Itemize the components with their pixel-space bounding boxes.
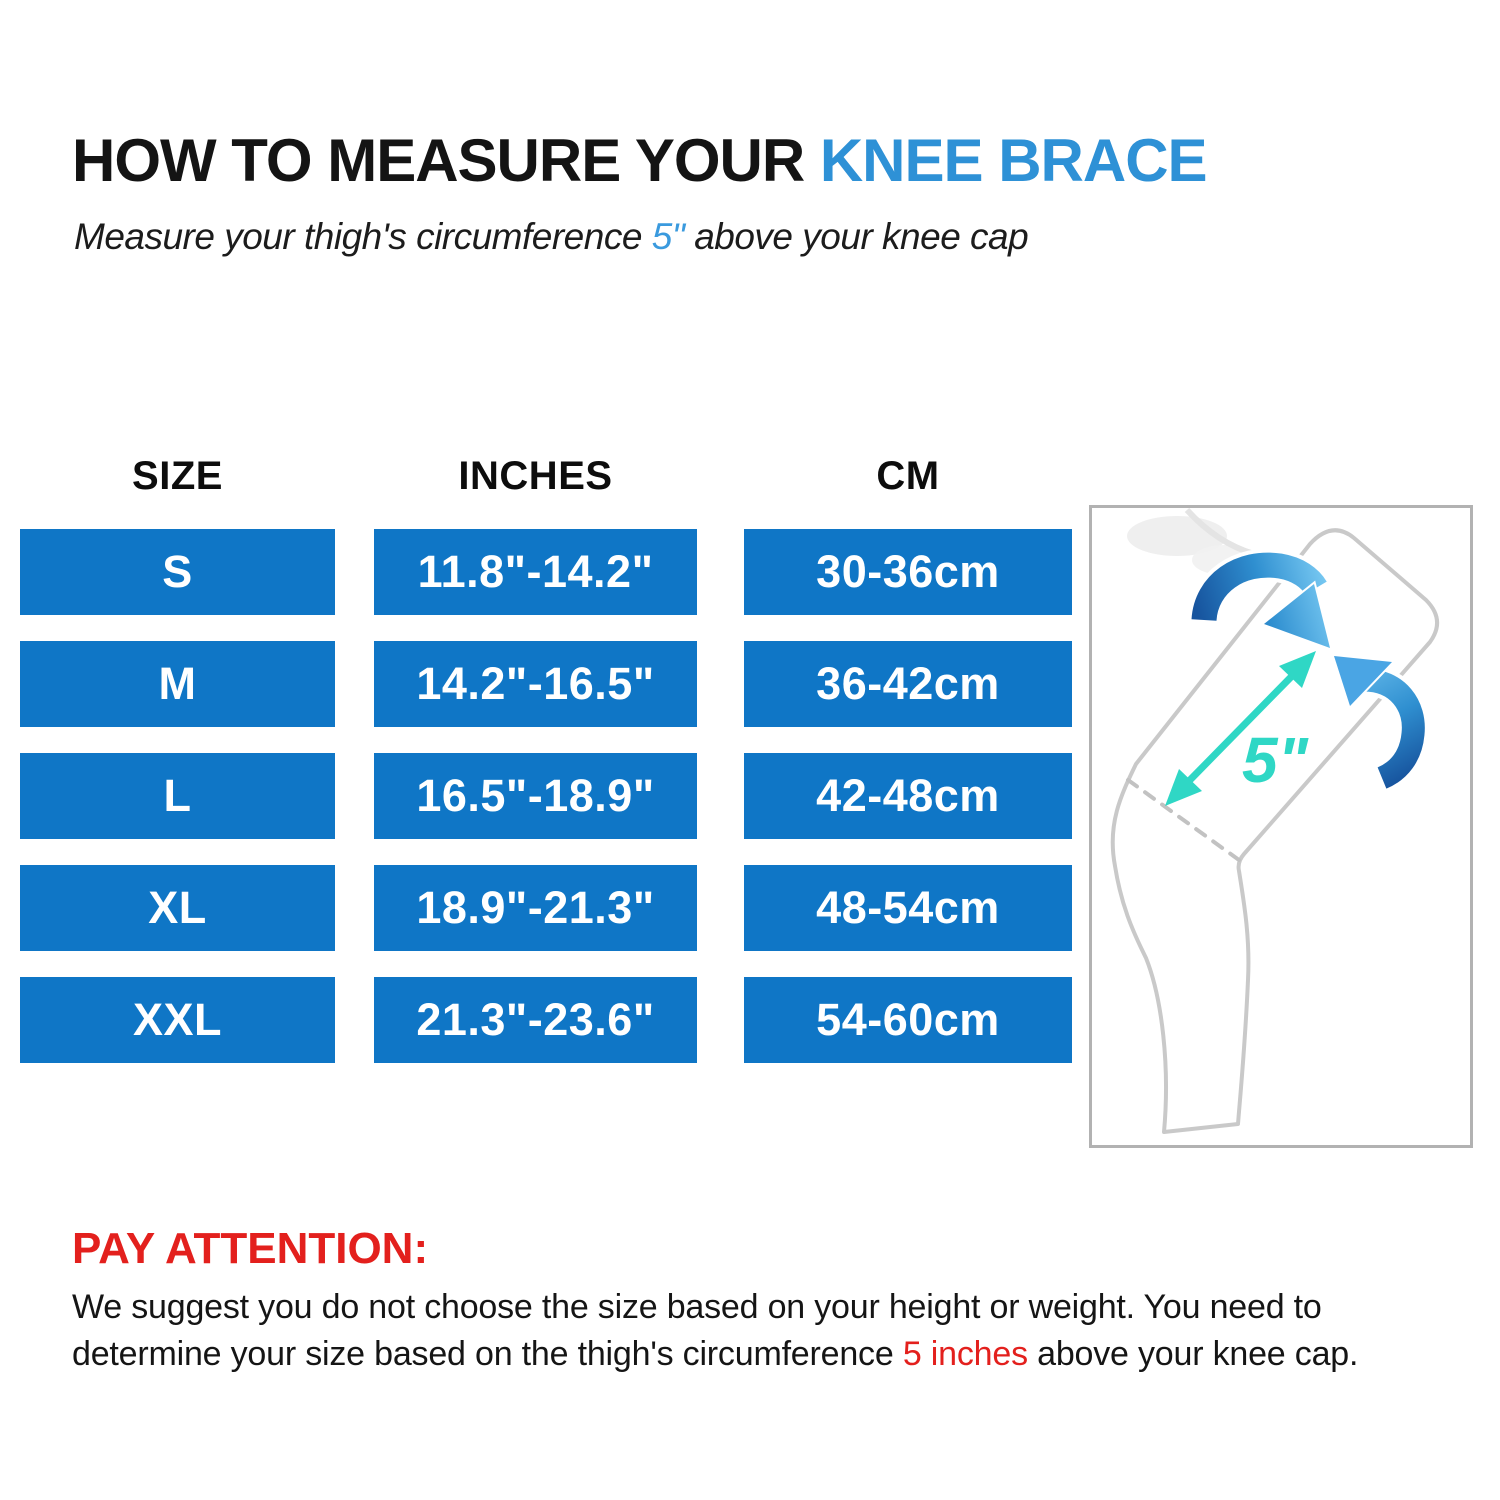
attention-measurement-highlight: 5 inches: [902, 1335, 1028, 1373]
attention-heading: PAY ATTENTION:: [72, 1224, 429, 1273]
size-table: [20, 456, 1072, 1063]
table-cell-inches: 18.9"-21.3": [374, 865, 697, 951]
page-title: [72, 126, 1207, 195]
attention-line2-pre: determine your size based on the thigh's circumference: [72, 1335, 903, 1373]
table-cell-size: M: [20, 641, 335, 727]
measure-label: 5": [1242, 724, 1308, 796]
table-cell-cm: 36-42cm: [744, 641, 1072, 727]
table-cell-inches: 16.5"-18.9": [374, 753, 697, 839]
page-title-text: HOW TO MEASURE YOUR: [72, 127, 820, 194]
table-cell-cm: 54-60cm: [744, 977, 1072, 1063]
table-cell-size: L: [20, 753, 335, 839]
table-cell-cm: 48-54cm: [744, 865, 1072, 951]
table-cell-inches: 21.3"-23.6": [374, 977, 697, 1063]
table-cell-size: XL: [20, 865, 335, 951]
subtitle-text-pre: Measure your thigh's circumference: [74, 216, 652, 257]
knee-measurement-illustration: [1089, 505, 1473, 1148]
table-cell-inches: 11.8"-14.2": [374, 529, 697, 615]
subtitle-text-post: above your knee cap: [684, 216, 1029, 257]
attention-line1: We suggest you do not choose the size based on your height or weight. You need to: [72, 1288, 1322, 1326]
column-header-inches: INCHES: [458, 454, 613, 498]
page-subtitle: [74, 216, 1028, 258]
table-cell-size: XXL: [20, 977, 335, 1063]
table-cell-cm: 30-36cm: [744, 529, 1072, 615]
table-cell-cm: 42-48cm: [744, 753, 1072, 839]
page-title-highlight: KNEE BRACE: [819, 127, 1207, 194]
column-header-size: SIZE: [132, 454, 223, 498]
column-header-cm: CM: [876, 454, 940, 498]
subtitle-measurement-highlight: 5": [651, 216, 685, 257]
table-cell-inches: 14.2"-16.5": [374, 641, 697, 727]
table-cell-size: S: [20, 529, 335, 615]
attention-line2-post: above your knee cap.: [1027, 1335, 1359, 1373]
knee-illustration-svg: [1092, 508, 1470, 1145]
attention-body: [72, 1284, 1358, 1378]
